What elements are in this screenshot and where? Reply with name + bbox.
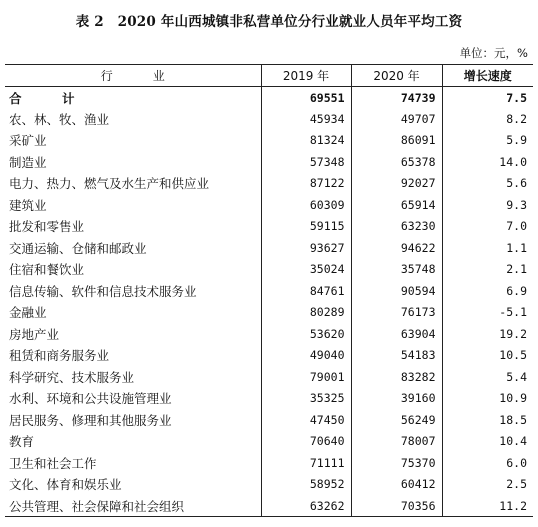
industry-cell: 电力、热力、燃气及水生产和供应业 [5,173,261,195]
value-2020-cell: 75370 [351,452,442,474]
value-2020-cell: 60412 [351,474,442,496]
table-row [5,431,533,453]
value-2020-cell: 39160 [351,388,442,410]
header-growth: 增长速度 [442,65,533,87]
industry-cell: 交通运输、仓储和邮政业 [5,237,261,259]
value-2020-cell: 65914 [351,194,442,216]
value-2020-cell: 56249 [351,409,442,431]
growth-cell: 10.4 [499,434,527,449]
value-2020-cell: 92027 [351,173,442,195]
table-row [5,108,533,130]
industry-cell: 科学研究、技术服务业 [5,366,261,388]
growth-cell: 2.5 [506,477,527,492]
table-row [5,173,533,195]
value-2020-cell: 90594 [351,280,442,302]
growth-cell: 19.2 [499,326,527,341]
industry-cell: 信息传输、软件和信息技术服务业 [5,280,261,302]
growth-cell: 8.2 [506,111,527,126]
table-row [5,194,533,216]
table-row [5,87,533,109]
table-row [5,323,533,345]
growth-cell: 10.9 [499,391,527,406]
industry-cell: 农、林、牧、渔业 [5,108,261,130]
growth-cell: 9.3 [506,197,527,212]
industry-cell: 住宿和餐饮业 [5,259,261,281]
value-2019-cell: 84761 [261,280,351,302]
growth-cell: 6.9 [506,283,527,298]
value-2020-cell: 78007 [351,431,442,453]
industry-cell: 金融业 [5,302,261,324]
industry-cell: 水利、环境和公共设施管理业 [5,388,261,410]
table-row [5,302,533,324]
table-row [5,345,533,367]
table-row [5,452,533,474]
value-2020-cell: 49707 [351,108,442,130]
value-2020-cell: 83282 [351,366,442,388]
value-2019-cell: 70640 [261,431,351,453]
value-2019-cell: 47450 [261,409,351,431]
value-2019-cell: 79001 [261,366,351,388]
table-row [5,216,533,238]
value-2020-cell: 86091 [351,130,442,152]
table-row [5,388,533,410]
table-row [5,280,533,302]
growth-cell: 2.1 [506,262,527,277]
growth-cell: 7.5 [506,90,527,105]
growth-cell: 14.0 [499,154,527,169]
industry-cell: 公共管理、社会保障和社会组织 [5,495,261,517]
growth-cell: 10.5 [499,348,527,363]
table-row [5,151,533,173]
growth-cell: 6.0 [506,455,527,470]
industry-cell: 文化、体育和娱乐业 [5,474,261,496]
growth-cell: 11.2 [442,495,533,517]
table-row [5,237,533,259]
value-2019-cell: 35325 [261,388,351,410]
value-2020-cell: 35748 [351,259,442,281]
value-2019-cell: 63262 [261,495,351,517]
value-2019-cell: 80289 [261,302,351,324]
industry-cell: 居民服务、修理和其他服务业 [5,409,261,431]
value-2019-cell: 53620 [261,323,351,345]
value-2020-cell: 76173 [351,302,442,324]
value-2020-cell: 65378 [351,151,442,173]
value-2019-cell: 81324 [261,130,351,152]
value-2019-cell: 71111 [261,452,351,474]
table-row [5,495,533,517]
table-row [5,366,533,388]
table-header-row [5,65,533,87]
table-row [5,409,533,431]
unit-note: 单位：元，% [459,46,528,60]
industry-cell: 房地产业 [5,323,261,345]
industry-cell: 建筑业 [5,194,261,216]
table-title: 表 2 2020 年山西城镇非私营单位分行业就业人员年平均工资 [75,14,463,30]
value-2020-cell: 94622 [351,237,442,259]
growth-cell: 18.5 [499,412,527,427]
table-row [5,130,533,152]
growth-cell: 1.1 [506,240,527,255]
value-2019-cell: 87122 [261,173,351,195]
industry-cell: 卫生和社会工作 [5,452,261,474]
value-2019-cell: 58952 [261,474,351,496]
value-2020-cell: 63230 [351,216,442,238]
industry-cell: 批发和零售业 [5,216,261,238]
value-2019-cell: 49040 [261,345,351,367]
industry-cell: 教育 [5,431,261,453]
table-body [5,87,533,517]
value-2019-cell: 35024 [261,259,351,281]
header-2019: 2019 年 [261,65,351,87]
value-2020-cell: 63904 [351,323,442,345]
value-2020-cell: 74739 [351,87,442,109]
industry-cell: 采矿业 [5,130,261,152]
value-2019-cell: 59115 [261,216,351,238]
table-row [5,474,533,496]
value-2019-cell: 60309 [261,194,351,216]
growth-cell: -5.1 [499,305,527,320]
growth-cell: 5.4 [506,369,527,384]
table-row [5,259,533,281]
value-2020-cell: 70356 [351,495,442,517]
wage-table [5,64,533,517]
value-2020-cell: 54183 [351,345,442,367]
growth-cell: 7.0 [506,219,527,234]
industry-cell: 合 计 [5,87,261,109]
header-industry: 行 业 [5,65,261,87]
industry-cell: 租赁和商务服务业 [5,345,261,367]
growth-cell: 5.6 [506,176,527,191]
value-2019-cell: 45934 [261,108,351,130]
growth-cell: 5.9 [506,133,527,148]
value-2019-cell: 57348 [261,151,351,173]
value-2019-cell: 93627 [261,237,351,259]
value-2019-cell: 69551 [261,87,351,109]
industry-cell: 制造业 [5,151,261,173]
header-2020: 2020 年 [351,65,442,87]
